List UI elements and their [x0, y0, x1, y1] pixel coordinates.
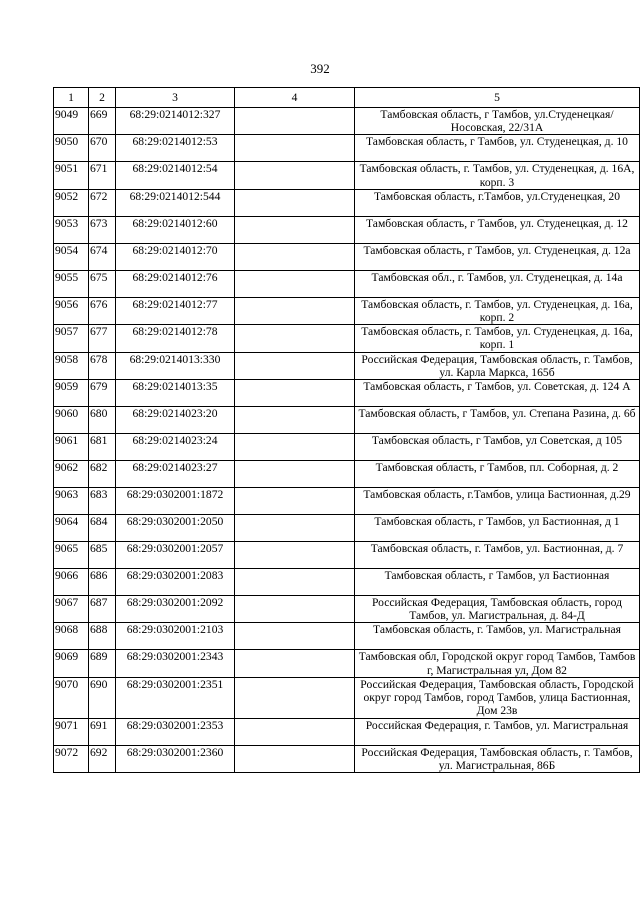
- cadastral-number: 68:29:0302001:2050: [116, 515, 235, 542]
- cadastral-number: 68:29:0214012:76: [116, 270, 235, 297]
- cadastral-number: 68:29:0214012:60: [116, 216, 235, 243]
- table-row: [54, 515, 640, 542]
- row-index: 685: [89, 542, 116, 569]
- col4-cell: [235, 488, 355, 515]
- row-number: 9068: [54, 623, 89, 650]
- table-row: [54, 108, 640, 135]
- col4-cell: [235, 407, 355, 434]
- address-cell: Тамбовская область, г. Тамбов, ул. Магистральная: [355, 623, 640, 650]
- table-row: [54, 488, 640, 515]
- table-row: [54, 650, 640, 677]
- col4-cell: [235, 108, 355, 135]
- address-cell: Российская Федерация, Тамбовская область, г. Тамбов, ул. Магистральная, 86Б: [355, 745, 640, 772]
- cadastral-number: 68:29:0214012:544: [116, 189, 235, 216]
- row-index: 674: [89, 243, 116, 270]
- row-number: 9052: [54, 189, 89, 216]
- row-number: 9060: [54, 407, 89, 434]
- cadastral-number: 68:29:0302001:2092: [116, 596, 235, 623]
- col4-cell: [235, 461, 355, 488]
- row-number: 9049: [54, 108, 89, 135]
- cadastral-number: 68:29:0302001:2353: [116, 718, 235, 745]
- col4-cell: [235, 718, 355, 745]
- cadastral-number: 68:29:0214013:330: [116, 352, 235, 379]
- row-index: 675: [89, 270, 116, 297]
- row-index: 688: [89, 623, 116, 650]
- table-row: [54, 407, 640, 434]
- address-cell: Тамбовская обл, Городской округ город Тамбов, Тамбов г, Магистральная ул, Дом 82: [355, 650, 640, 677]
- row-number: 9062: [54, 461, 89, 488]
- row-index: 678: [89, 352, 116, 379]
- header-col-5: 5: [355, 88, 640, 108]
- address-cell: Тамбовская область, г Тамбов, ул.Студенецкая/Носовская, 22/31А: [355, 108, 640, 135]
- row-number: 9053: [54, 216, 89, 243]
- address-cell: Тамбовская область, г Тамбов, ул Бастионная: [355, 569, 640, 596]
- row-index: 671: [89, 162, 116, 189]
- address-cell: Российская Федерация, Тамбовская область, г. Тамбов, ул. Карла Маркса, 165б: [355, 352, 640, 379]
- col4-cell: [235, 677, 355, 718]
- col4-cell: [235, 650, 355, 677]
- row-number: 9057: [54, 325, 89, 352]
- row-index: 689: [89, 650, 116, 677]
- row-index: 690: [89, 677, 116, 718]
- row-number: 9064: [54, 515, 89, 542]
- cadastral-number: 68:29:0302001:2103: [116, 623, 235, 650]
- table-row: [54, 596, 640, 623]
- cadastral-number: 68:29:0302001:1872: [116, 488, 235, 515]
- table-row: [54, 623, 640, 650]
- address-cell: Тамбовская область, г.Тамбов, улица Бастионная, д.29: [355, 488, 640, 515]
- address-cell: Тамбовская область, г Тамбов, ул. Студенецкая, д. 12а: [355, 243, 640, 270]
- row-number: 9055: [54, 270, 89, 297]
- col4-cell: [235, 325, 355, 352]
- address-cell: Российская Федерация, г. Тамбов, ул. Магистральная: [355, 718, 640, 745]
- row-number: 9070: [54, 677, 89, 718]
- address-cell: Тамбовская область, г. Тамбов, ул. Студенецкая, д. 16а, корп. 2: [355, 297, 640, 324]
- address-cell: Тамбовская область, г Тамбов, ул. Студенецкая, д. 12: [355, 216, 640, 243]
- row-number: 9054: [54, 243, 89, 270]
- header-row: [54, 88, 640, 108]
- address-cell: Тамбовская область, г Тамбов, ул. Студенецкая, д. 10: [355, 135, 640, 162]
- col4-cell: [235, 243, 355, 270]
- row-index: 686: [89, 569, 116, 596]
- col4-cell: [235, 745, 355, 772]
- row-index: 680: [89, 407, 116, 434]
- table-row: [54, 434, 640, 461]
- row-index: 682: [89, 461, 116, 488]
- address-cell: Тамбовская обл., г. Тамбов, ул. Студенецкая, д. 14а: [355, 270, 640, 297]
- address-cell: Тамбовская область, г Тамбов, ул. Советская, д. 124 А: [355, 380, 640, 407]
- header-col-4: 4: [235, 88, 355, 108]
- table-row: [54, 270, 640, 297]
- col4-cell: [235, 515, 355, 542]
- row-number: 9065: [54, 542, 89, 569]
- row-number: 9051: [54, 162, 89, 189]
- row-number: 9058: [54, 352, 89, 379]
- row-index: 673: [89, 216, 116, 243]
- row-number: 9063: [54, 488, 89, 515]
- col4-cell: [235, 542, 355, 569]
- row-index: 691: [89, 718, 116, 745]
- col4-cell: [235, 270, 355, 297]
- cadastral-number: 68:29:0214012:327: [116, 108, 235, 135]
- address-cell: Тамбовская область, г. Тамбов, ул. Бастионная, д. 7: [355, 542, 640, 569]
- cadastral-number: 68:29:0214012:54: [116, 162, 235, 189]
- col4-cell: [235, 189, 355, 216]
- cadastral-number: 68:29:0214012:77: [116, 297, 235, 324]
- address-cell: Тамбовская область, г.Тамбов, ул.Студенецкая, 20: [355, 189, 640, 216]
- address-cell: Тамбовская область, г Тамбов, ул Советская, д 105: [355, 434, 640, 461]
- col4-cell: [235, 380, 355, 407]
- registry-table: [53, 87, 640, 773]
- table-row: [54, 135, 640, 162]
- table-row: [54, 461, 640, 488]
- cadastral-number: 68:29:0214012:53: [116, 135, 235, 162]
- table-row: [54, 677, 640, 718]
- header-col-3: 3: [116, 88, 235, 108]
- address-cell: Российская Федерация, Тамбовская область, город Тамбов, ул. Магистральная, д. 84-Д: [355, 596, 640, 623]
- page-number: 392: [310, 61, 330, 76]
- table-row: [54, 325, 640, 352]
- cadastral-number: 68:29:0302001:2057: [116, 542, 235, 569]
- cadastral-number: 68:29:0214012:78: [116, 325, 235, 352]
- col4-cell: [235, 596, 355, 623]
- row-number: 9059: [54, 380, 89, 407]
- cadastral-number: 68:29:0302001:2360: [116, 745, 235, 772]
- row-index: 669: [89, 108, 116, 135]
- cadastral-number: 68:29:0302001:2343: [116, 650, 235, 677]
- table-row: [54, 216, 640, 243]
- table-row: [54, 569, 640, 596]
- cadastral-number: 68:29:0302001:2351: [116, 677, 235, 718]
- cadastral-number: 68:29:0214023:20: [116, 407, 235, 434]
- address-cell: Российская Федерация, Тамбовская область, Городской округ город Тамбов, город Тамбов, улица Бастионная, Дом 23в: [355, 677, 640, 718]
- row-index: 679: [89, 380, 116, 407]
- col4-cell: [235, 569, 355, 596]
- row-index: 670: [89, 135, 116, 162]
- address-cell: Тамбовская область, г. Тамбов, ул. Студенецкая, д. 16А, корп. 3: [355, 162, 640, 189]
- row-number: 9067: [54, 596, 89, 623]
- cadastral-number: 68:29:0214012:70: [116, 243, 235, 270]
- row-index: 681: [89, 434, 116, 461]
- cadastral-number: 68:29:0214023:27: [116, 461, 235, 488]
- cadastral-number: 68:29:0214023:24: [116, 434, 235, 461]
- header-col-2: 2: [89, 88, 116, 108]
- col4-cell: [235, 135, 355, 162]
- table-row: [54, 745, 640, 772]
- table-row: [54, 380, 640, 407]
- header-col-1: 1: [54, 88, 89, 108]
- address-cell: Тамбовская область, г. Тамбов, ул. Студенецкая, д. 16а, корп. 1: [355, 325, 640, 352]
- row-number: 9056: [54, 297, 89, 324]
- table-row: [54, 243, 640, 270]
- table-row: [54, 162, 640, 189]
- row-number: 9069: [54, 650, 89, 677]
- row-number: 9050: [54, 135, 89, 162]
- row-index: 676: [89, 297, 116, 324]
- table-row: [54, 542, 640, 569]
- address-cell: Тамбовская область, г Тамбов, ул. Степана Разина, д. 6б: [355, 407, 640, 434]
- col4-cell: [235, 623, 355, 650]
- row-number: 9066: [54, 569, 89, 596]
- col4-cell: [235, 434, 355, 461]
- cadastral-number: 68:29:0302001:2083: [116, 569, 235, 596]
- col4-cell: [235, 297, 355, 324]
- cadastral-number: 68:29:0214013:35: [116, 380, 235, 407]
- row-index: 677: [89, 325, 116, 352]
- row-index: 684: [89, 515, 116, 542]
- table-row: [54, 352, 640, 379]
- col4-cell: [235, 352, 355, 379]
- col4-cell: [235, 162, 355, 189]
- row-index: 672: [89, 189, 116, 216]
- row-number: 9061: [54, 434, 89, 461]
- row-index: 692: [89, 745, 116, 772]
- table-row: [54, 297, 640, 324]
- table-row: [54, 189, 640, 216]
- row-number: 9071: [54, 718, 89, 745]
- row-index: 683: [89, 488, 116, 515]
- col4-cell: [235, 216, 355, 243]
- address-cell: Тамбовская область, г Тамбов, ул Бастионная, д 1: [355, 515, 640, 542]
- table-row: [54, 718, 640, 745]
- row-number: 9072: [54, 745, 89, 772]
- address-cell: Тамбовская область, г Тамбов, пл. Соборная, д. 2: [355, 461, 640, 488]
- row-index: 687: [89, 596, 116, 623]
